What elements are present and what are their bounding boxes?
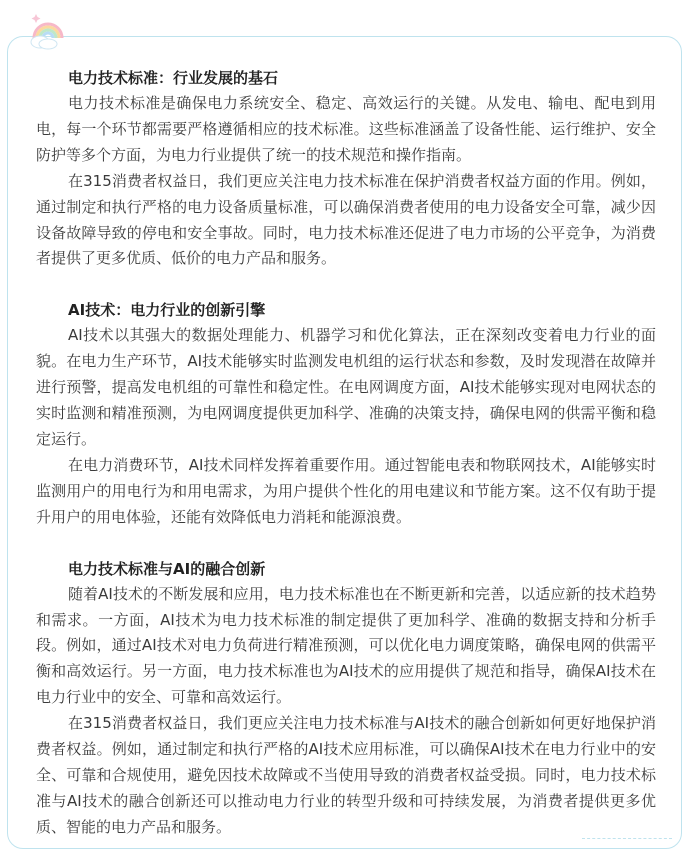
article-content — [36, 66, 656, 841]
section-title: 电力技术标准与AI的融合创新 — [68, 559, 266, 578]
paragraph: 随着AI技术的不断发展和应用，电力技术标准也在不断更新和完善，以适应新的技术趋势和需求。一方面，AI技术为电力技术标准的制定提供了更加科学、准确的数据支持和分析手段。例如，通过AI技术对电力负荷进行精准预测，可以优化电力调度策略，确保电网的供需平衡和高效运行。另一方面，电力技术标准也为AI技术的应用提供了规范和指导，确保AI技术在电力行业中的安全、可靠和高效运行。 — [36, 584, 656, 707]
paragraph: 在315消费者权益日，我们更应关注电力技术标准与AI技术的融合创新如何更好地保护消费者权益。例如，通过制定和执行严格的AI技术应用标准，可以确保AI技术在电力行业中的安全、可靠和合规使用，避免因技术故障或不当使用导致的消费者权益受损。同时，电力技术标准与AI技术的融合创新还可以推动电力行业的转型升级和可持续发展，为消费者提供更多优质、智能的电力产品和服务。 — [36, 714, 656, 836]
section-title: 电力技术标准：行业发展的基石 — [68, 69, 279, 87]
paragraph: AI技术以其强大的数据处理能力、机器学习和优化算法，正在深刻改变着电力行业的面貌。在电力生产环节，AI技术能够实时监测发电机组的运行状态和参数，及时发现潜在故障并进行预警，提高发电机组的可靠性和稳定性。在电网调度方面，AI技术能够实现对电网状态的实时监测和精准预测，为电网调度提供更加科学、准确的决策支持，确保电网的供需平衡和稳定运行。 — [36, 326, 656, 448]
section-title: AI技术：电力行业的创新引擎 — [68, 301, 266, 320]
paragraph: 在电力消费环节，AI技术同样发挥着重要作用。通过智能电表和物联网技术，AI能够实时监测用户的用电行为和用电需求，为用户提供个性化的用电建议和节能方案。这不仅有助于提升用户的用电体验，还能有效降低电力消耗和能源浪费。 — [36, 455, 656, 526]
rainbow-cloud-icon — [26, 8, 66, 52]
paragraph: 电力技术标准是确保电力系统安全、稳定、高效运行的关键。从发电、输电、配电到用电，每一个环节都需要严格遵循相应的技术标准。这些标准涵盖了设备性能、运行维护、安全防护等多个方面，为电力行业提供了统一的技术规范和操作指南。 — [36, 94, 656, 164]
paragraph: 在315消费者权益日，我们更应关注电力技术标准在保护消费者权益方面的作用。例如，通过制定和执行严格的电力设备质量标准，可以确保消费者使用的电力设备安全可靠，减少因设备故障导致的停电和安全事故。同时，电力技术标准还促进了电力市场的公平竞争，为消费者提供了更多优质、低价的电力产品和服务。 — [36, 171, 656, 268]
